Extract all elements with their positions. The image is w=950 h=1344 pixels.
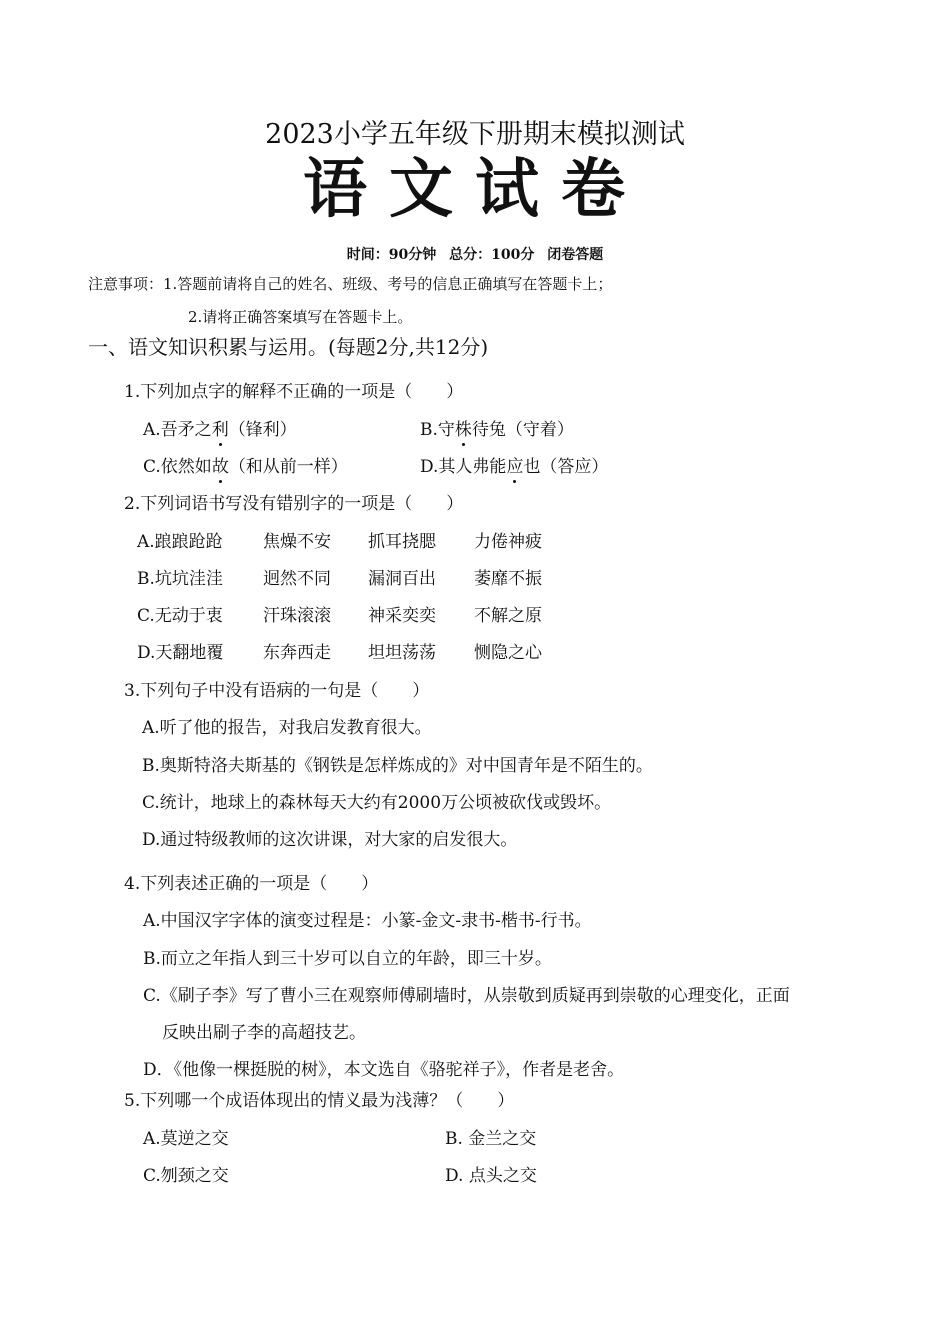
q1-b-gloss: 待兔（守着） <box>471 420 574 440</box>
q1-option-b <box>420 415 574 440</box>
q3-option-d: D.通过特级教师的这次讲课，对大家的启发很大。 <box>142 830 518 850</box>
q2-b-word-4: 萎靡不振 <box>474 569 542 589</box>
q5-stem: 5.下列哪一个成语体现出的情义最为浅薄？（ ） <box>124 1091 515 1111</box>
q4-option-b: B.而立之年指人到三十岁可以自立的年龄，即三十岁。 <box>143 949 552 969</box>
q1-c-gloss: （和从前一样） <box>228 457 348 477</box>
q3-option-a: A.听了他的报告，对我启发教育很大。 <box>142 718 432 738</box>
q1-stem: 1.下列加点字的解释不正确的一项是（ ） <box>124 382 464 402</box>
q2-d-word-2: 东奔西走 <box>263 643 331 663</box>
q2-d-word-4: 恻隐之心 <box>474 643 542 663</box>
q2-c-word-4: 不解之原 <box>474 606 542 626</box>
section-1-title: 一、语文知识积累与运用。(每题2分,共12分) <box>88 335 489 359</box>
q2-c-word-3: 神采奕奕 <box>368 606 436 626</box>
q1-c-text: C.依然如 <box>143 457 212 477</box>
q2-b-word-1: B.坑坑洼洼 <box>137 569 223 589</box>
q2-a-word-2: 焦燥不安 <box>263 532 331 552</box>
q2-b-word-2: 迥然不同 <box>263 569 331 589</box>
q2-a-word-4: 力倦神疲 <box>474 532 542 552</box>
q1-d-gloss: 也（答应） <box>523 457 609 477</box>
q1-d-text: D.其人弗能 <box>420 457 507 477</box>
q5-option-d: D. 点头之交 <box>445 1166 537 1186</box>
q1-b-text: B.守 <box>420 420 455 440</box>
q2-c-word-1: C.无动于衷 <box>137 606 223 626</box>
q2-d-word-1: D.天翻地覆 <box>137 643 224 663</box>
q2-a-word-1: A.踉踉跄跄 <box>137 532 223 552</box>
q1-a-gloss: （锋利） <box>228 420 297 440</box>
q2-stem: 2.下列词语书写没有错别字的一项是（ ） <box>124 494 464 514</box>
q4-option-c-line-2: 反映出刷子李的高超技艺。 <box>162 1023 366 1043</box>
q5-option-c: C.刎颈之交 <box>143 1166 229 1186</box>
q5-option-b: B. 金兰之交 <box>445 1129 537 1149</box>
q1-b-dotted-char: 株 <box>454 420 472 440</box>
notice-line-1: 注意事项：1.答题前请将自己的姓名、班级、考号的信息正确填写在答题卡上； <box>88 275 613 293</box>
q1-c-dotted-char: 故 <box>211 457 229 477</box>
q4-option-c-line-1: C.《刷子李》写了曹小三在观察师傅刷墙时，从崇敬到质疑再到崇敬的心理变化，正面 <box>143 986 790 1006</box>
q2-c-word-2: 汗珠滚滚 <box>263 606 331 626</box>
q3-option-c: C.统计，地球上的森林每天大约有2000万公顷被砍伐或毁坏。 <box>142 793 612 813</box>
notice-line-2: 2.请将正确答案填写在答题卡上。 <box>188 308 413 326</box>
q3-option-b: B.奥斯特洛夫斯基的《钢铁是怎样炼成的》对中国青年是不陌生的。 <box>142 756 653 776</box>
q3-stem: 3.下列句子中没有语病的一句是（ ） <box>124 681 430 701</box>
q1-option-a <box>143 415 297 440</box>
q4-stem: 4.下列表述正确的一项是（ ） <box>124 874 379 894</box>
q4-option-a: A.中国汉字字体的演变过程是：小篆-金文-隶书-楷书-行书。 <box>143 911 592 931</box>
q1-option-c <box>143 452 348 477</box>
exam-meta: 时间：90分钟 总分：100分 闭卷答题 <box>346 247 604 263</box>
q2-a-word-3: 抓耳挠腮 <box>368 532 436 552</box>
exam-title: 语文试卷 <box>303 152 647 227</box>
q2-b-word-3: 漏洞百出 <box>368 569 436 589</box>
q1-a-dotted-char: 利 <box>211 420 229 440</box>
q1-d-dotted-char: 应 <box>506 457 524 477</box>
q4-option-d: D．《他像一棵挺脱的树》，本文选自《骆驼祥子》，作者是老舍。 <box>143 1060 625 1080</box>
q1-a-text: A.吾矛之 <box>143 420 212 440</box>
exam-subtitle: 2023小学五年级下册期末模拟测试 <box>265 119 685 150</box>
q5-option-a: A.莫逆之交 <box>143 1129 229 1149</box>
q1-option-d <box>420 452 608 477</box>
q2-d-word-3: 坦坦荡荡 <box>368 643 436 663</box>
